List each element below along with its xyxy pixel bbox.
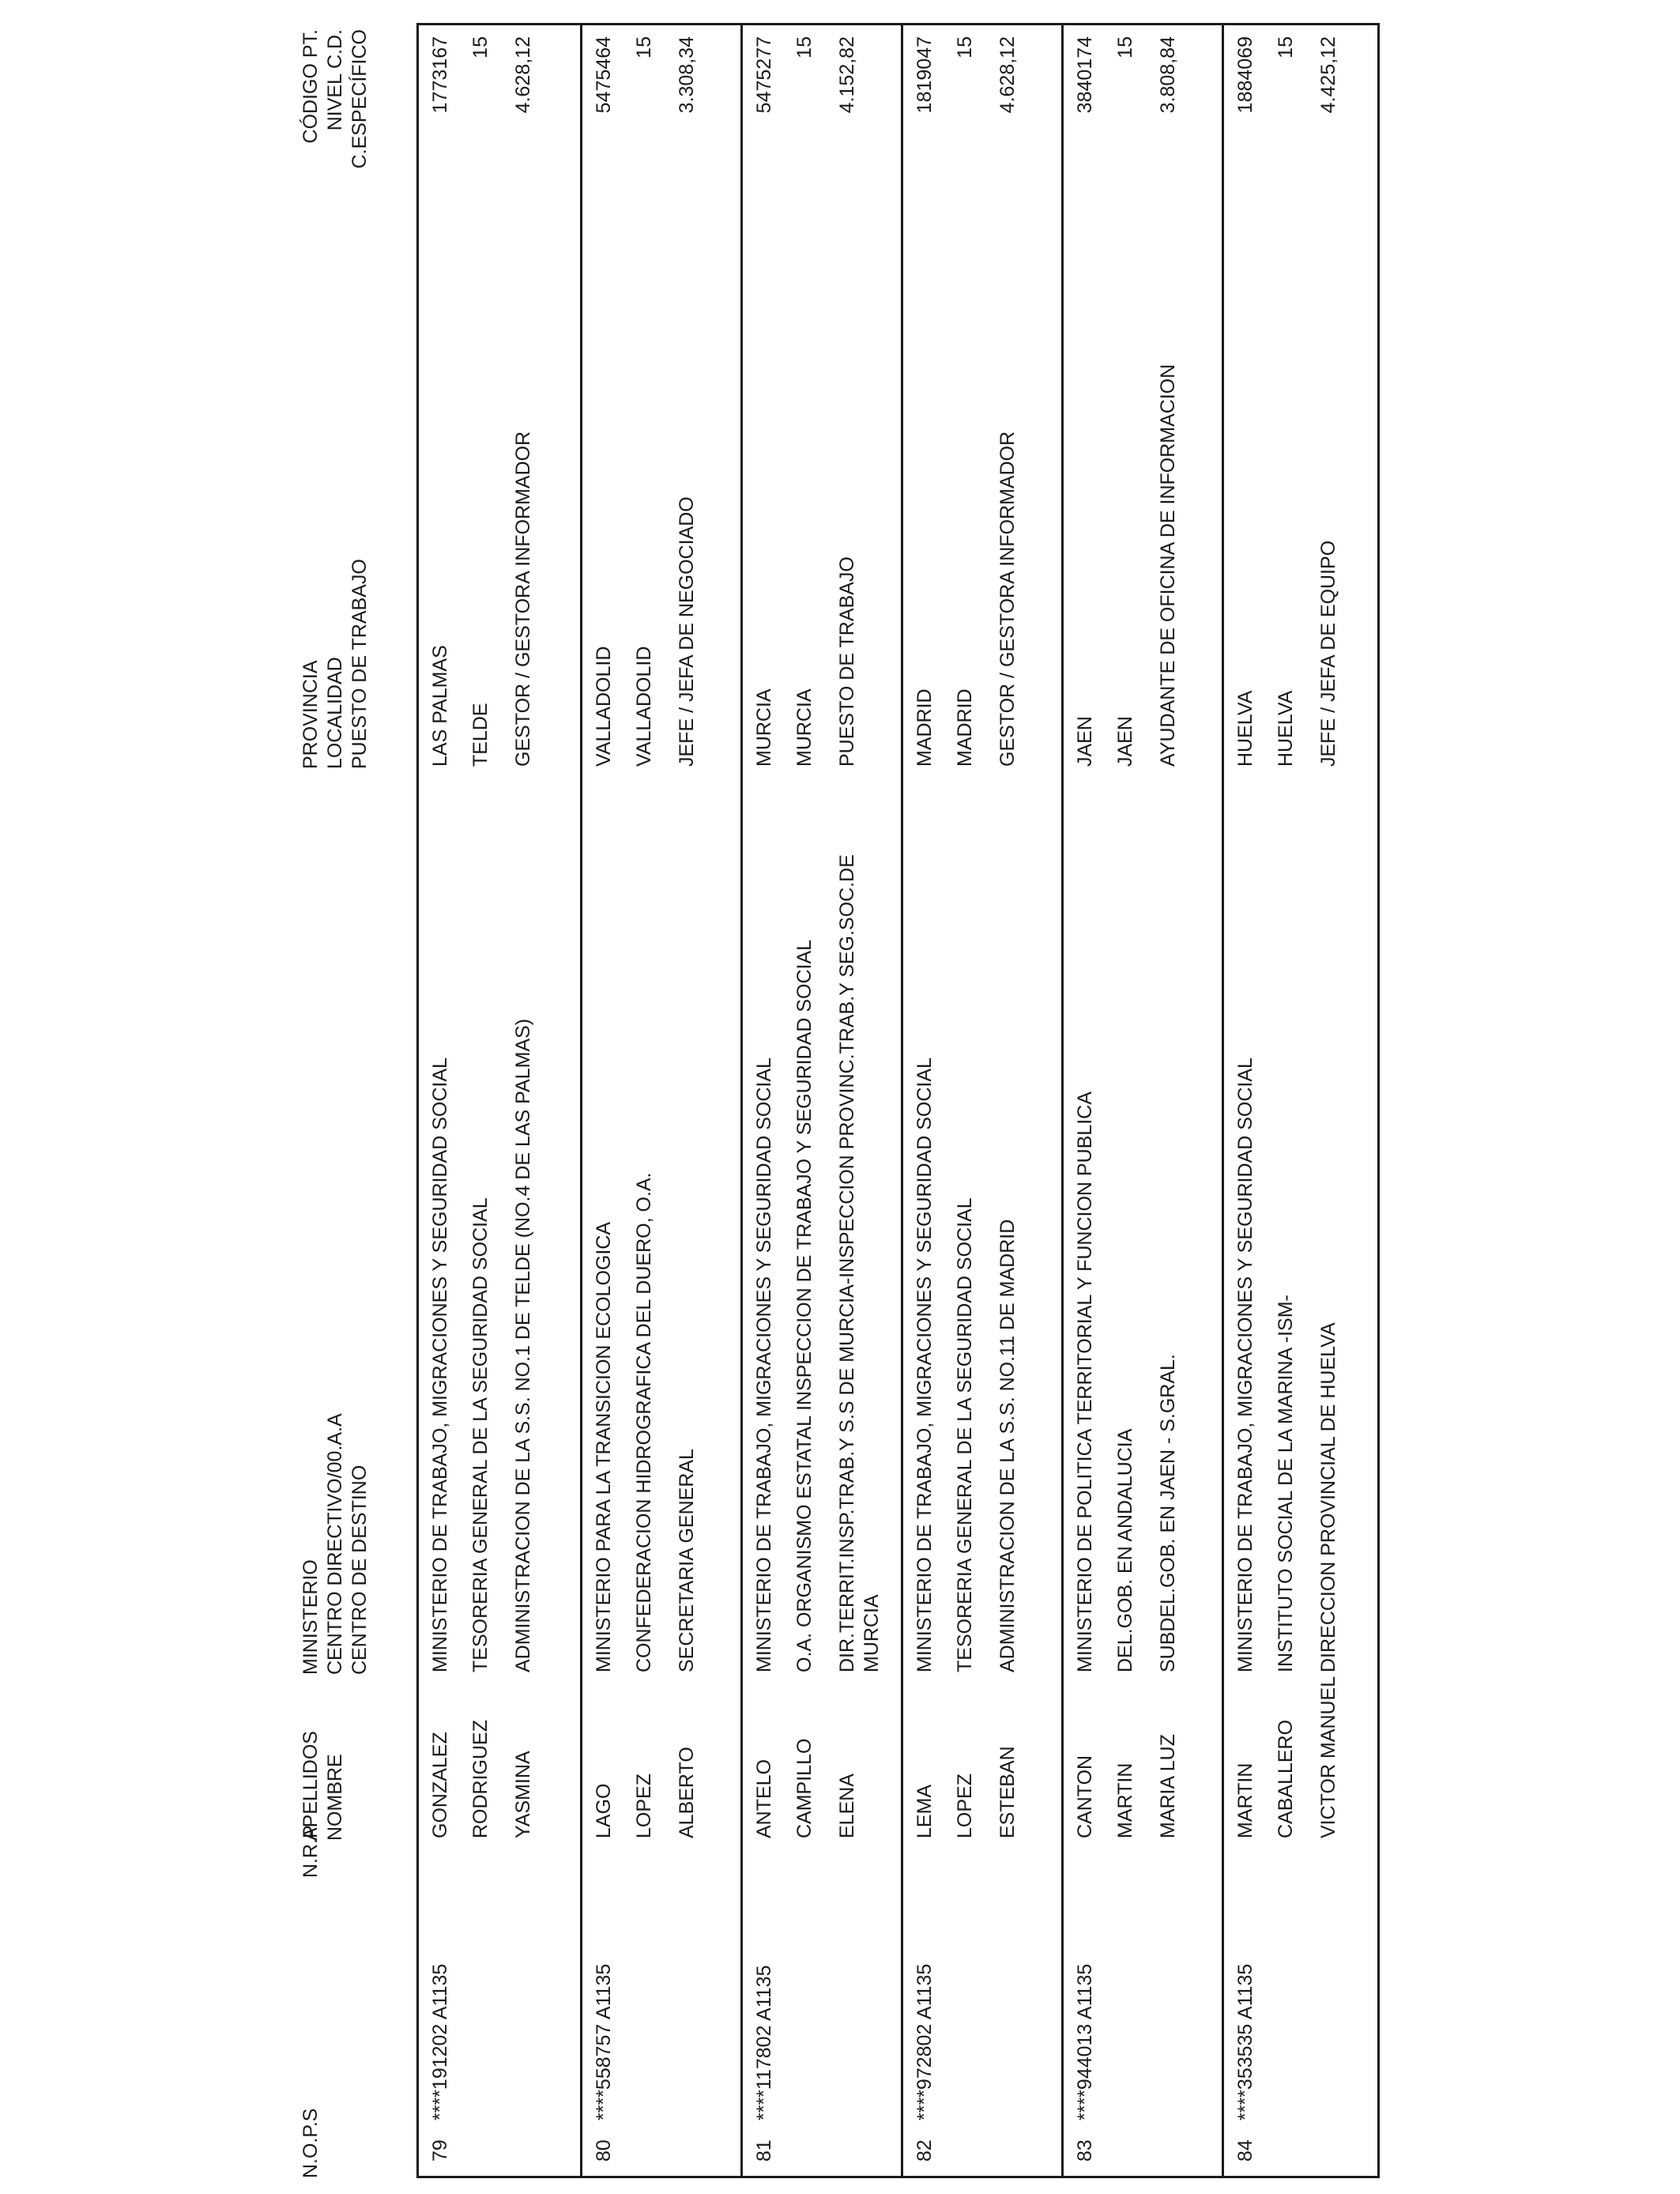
results-table bbox=[416, 23, 1380, 2178]
nombre-cell: YASMINA bbox=[512, 1751, 534, 1838]
codigo-cell: 5475277 bbox=[753, 36, 775, 114]
codigo-cell: 1773167 bbox=[429, 36, 451, 114]
centro-destino-cell: ADMINISTRACION DE LA S.S. NO.11 DE MADRID bbox=[996, 1219, 1019, 1672]
header-provincia-localidad-puesto bbox=[299, 559, 372, 769]
centro-destino-cell: ADMINISTRACION DE LA S.S. NO.1 DE TELDE (NO.4 DE LAS PALMAS) bbox=[512, 1018, 534, 1672]
especifico-cell: 4.152,82 bbox=[836, 36, 858, 114]
nivel-cell: 15 bbox=[793, 36, 816, 58]
header-ministerio-label: MINISTERIO bbox=[299, 1559, 322, 1675]
centro-destino-cell: SECRETARIA GENERAL bbox=[676, 1449, 698, 1672]
header-nops-label: N.O.P.S bbox=[299, 2108, 322, 2178]
nrp-cell: ****191202 A1135 bbox=[429, 1963, 451, 2120]
codigo-cell: 3840174 bbox=[1074, 36, 1096, 114]
nops-cell: 79 bbox=[429, 2139, 451, 2162]
nrp-cell: ****558757 A1135 bbox=[593, 1963, 615, 2120]
centro-directivo-cell: TESORERIA GENERAL DE LA SEGURIDAD SOCIAL bbox=[954, 1197, 976, 1672]
header-provincia-label: PROVINCIA bbox=[299, 660, 322, 769]
apellido2-cell: CABALLERO bbox=[1275, 1719, 1297, 1838]
localidad-cell: MADRID bbox=[954, 688, 976, 767]
nops-cell: 84 bbox=[1234, 2139, 1256, 2162]
puesto-cell: GESTOR / GESTORA INFORMADOR bbox=[996, 431, 1019, 767]
table-row bbox=[1222, 25, 1377, 2176]
centro-directivo-cell: CONFEDERACION HIDROGRAFICA DEL DUERO, O.A. bbox=[633, 1172, 655, 1672]
nivel-cell: 15 bbox=[1114, 36, 1136, 58]
especifico-cell: 3.808,84 bbox=[1157, 36, 1179, 114]
provincia-cell: LAS PALMAS bbox=[429, 645, 451, 767]
header-centro-directivo-label: CENTRO DIRECTIVO/00.A.A bbox=[324, 1413, 346, 1675]
codigo-cell: 1884069 bbox=[1234, 36, 1256, 114]
puesto-cell: GESTOR / GESTORA INFORMADOR bbox=[512, 431, 534, 767]
centro-directivo-cell: DEL.GOB. EN ANDALUCIA bbox=[1114, 1428, 1136, 1672]
apellido2-cell: LOPEZ bbox=[633, 1774, 655, 1838]
nombre-cell: MARIA LUZ bbox=[1157, 1734, 1179, 1838]
header-ministerio-centros bbox=[299, 1413, 372, 1675]
nrp-cell: ****353535 A1135 bbox=[1234, 1963, 1256, 2120]
nivel-cell: 15 bbox=[469, 36, 492, 58]
nivel-cell: 15 bbox=[954, 36, 976, 58]
localidad-cell: JAEN bbox=[1114, 716, 1136, 767]
apellido2-cell: MARTIN bbox=[1114, 1762, 1136, 1838]
codigo-cell: 5475464 bbox=[593, 36, 615, 114]
localidad-cell: VALLADOLID bbox=[633, 646, 655, 767]
header-nivel-label: NIVEL C.D. bbox=[324, 29, 346, 131]
apellido1-cell: ANTELO bbox=[753, 1759, 775, 1838]
localidad-cell: MURCIA bbox=[793, 688, 816, 767]
nombre-cell: VICTOR MANUEL bbox=[1317, 1676, 1339, 1838]
nombre-cell: ELENA bbox=[836, 1774, 858, 1838]
ministerio-cell: MINISTERIO DE TRABAJO, MIGRACIONES Y SEGURIDAD SOCIAL bbox=[913, 1057, 936, 1672]
apellido2-cell: RODRIGUEZ bbox=[469, 1720, 492, 1838]
apellido1-cell: CANTON bbox=[1074, 1755, 1096, 1838]
header-apellidos-label: APELLIDOS bbox=[299, 1731, 322, 1841]
header-nombre-label: NOMBRE bbox=[324, 1754, 346, 1841]
nivel-cell: 15 bbox=[633, 36, 655, 58]
puesto-cell: JEFE / JEFA DE NEGOCIADO bbox=[676, 496, 698, 767]
ministerio-cell: MINISTERIO DE TRABAJO, MIGRACIONES Y SEGURIDAD SOCIAL bbox=[429, 1057, 451, 1672]
centro-directivo-cell: O.A. ORGANISMO ESTATAL INSPECCION DE TRABAJO Y SEGURIDAD SOCIAL bbox=[793, 939, 816, 1672]
table-row bbox=[740, 25, 901, 2176]
centro-destino-cell: DIRECCION PROVINCIAL DE HUELVA bbox=[1317, 1322, 1339, 1672]
header-localidad-label: LOCALIDAD bbox=[324, 657, 346, 769]
ministerio-cell: MINISTERIO DE TRABAJO, MIGRACIONES Y SEGURIDAD SOCIAL bbox=[753, 1057, 775, 1672]
header-nrp-label: N.R.P bbox=[299, 1825, 322, 1878]
puesto-cell: JEFE / JEFA DE EQUIPO bbox=[1317, 540, 1339, 767]
table-row bbox=[419, 25, 580, 2176]
localidad-cell: TELDE bbox=[469, 703, 492, 767]
apellido2-cell: CAMPILLO bbox=[793, 1738, 816, 1838]
especifico-cell: 4.628,12 bbox=[512, 36, 534, 114]
header-especifico-label: C.ESPECÍFICO bbox=[348, 29, 371, 169]
header-centro-destino-label: CENTRO DE DESTINO bbox=[348, 1465, 371, 1675]
centro-destino-cell: DIR.TERRIT.INSP.TRAB.Y S.S DE MURCIA-INSPECCION PROVINC.TRAB.Y SEG.SOC.DE MURCIA bbox=[836, 854, 883, 1672]
localidad-cell: HUELVA bbox=[1275, 690, 1297, 767]
nops-cell: 80 bbox=[593, 2139, 615, 2162]
header-codigo-label: CÓDIGO PT. bbox=[299, 29, 322, 144]
header-nops bbox=[299, 2109, 323, 2178]
provincia-cell: JAEN bbox=[1074, 716, 1096, 767]
codigo-cell: 1819047 bbox=[913, 36, 936, 114]
provincia-cell: HUELVA bbox=[1234, 690, 1256, 767]
nops-cell: 81 bbox=[753, 2139, 775, 2162]
provincia-cell: VALLADOLID bbox=[593, 646, 615, 767]
provincia-cell: MURCIA bbox=[753, 688, 775, 767]
centro-directivo-cell: INSTITUTO SOCIAL DE LA MARINA -ISM- bbox=[1275, 1295, 1297, 1672]
centro-directivo-cell: TESORERIA GENERAL DE LA SEGURIDAD SOCIAL bbox=[469, 1197, 492, 1672]
especifico-cell: 4.425,12 bbox=[1317, 36, 1339, 114]
especifico-cell: 4.628,12 bbox=[996, 36, 1019, 114]
header-puesto-label: PUESTO DE TRABAJO bbox=[348, 559, 371, 769]
apellido1-cell: LEMA bbox=[913, 1784, 936, 1838]
especifico-cell: 3.308,34 bbox=[676, 36, 698, 114]
header-codigo-nivel-especifico bbox=[299, 29, 372, 168]
apellido1-cell: MARTIN bbox=[1234, 1762, 1256, 1838]
table-row bbox=[1061, 25, 1222, 2176]
nrp-cell: ****972802 A1135 bbox=[913, 1963, 936, 2120]
apellido1-cell: LAGO bbox=[593, 1783, 615, 1838]
ministerio-cell: MINISTERIO PARA LA TRANSICION ECOLOGICA bbox=[593, 1221, 615, 1672]
apellido2-cell: LOPEZ bbox=[954, 1774, 976, 1838]
apellido1-cell: GONZALEZ bbox=[429, 1732, 451, 1838]
table-row bbox=[901, 25, 1061, 2176]
nops-cell: 82 bbox=[913, 2139, 936, 2162]
nivel-cell: 15 bbox=[1275, 36, 1297, 58]
nops-cell: 83 bbox=[1074, 2139, 1096, 2162]
provincia-cell: MADRID bbox=[913, 688, 936, 767]
puesto-cell: PUESTO DE TRABAJO bbox=[836, 556, 858, 767]
nombre-cell: ESTEBAN bbox=[996, 1746, 1019, 1838]
table-row bbox=[580, 25, 740, 2176]
nrp-cell: ****944013 A1135 bbox=[1074, 1963, 1096, 2120]
nrp-cell: ****117802 A1135 bbox=[753, 1965, 775, 2120]
nombre-cell: ALBERTO bbox=[676, 1747, 698, 1838]
centro-destino-cell: SUBDEL.GOB. EN JAEN - S.GRAL. bbox=[1157, 1354, 1179, 1672]
ministerio-cell: MINISTERIO DE POLITICA TERRITORIAL Y FUNCION PUBLICA bbox=[1074, 1091, 1096, 1672]
puesto-cell: AYUDANTE DE OFICINA DE INFORMACION bbox=[1157, 364, 1179, 767]
header-apellidos-nombre bbox=[299, 1731, 348, 1841]
ministerio-cell: MINISTERIO DE TRABAJO, MIGRACIONES Y SEGURIDAD SOCIAL bbox=[1234, 1057, 1256, 1672]
